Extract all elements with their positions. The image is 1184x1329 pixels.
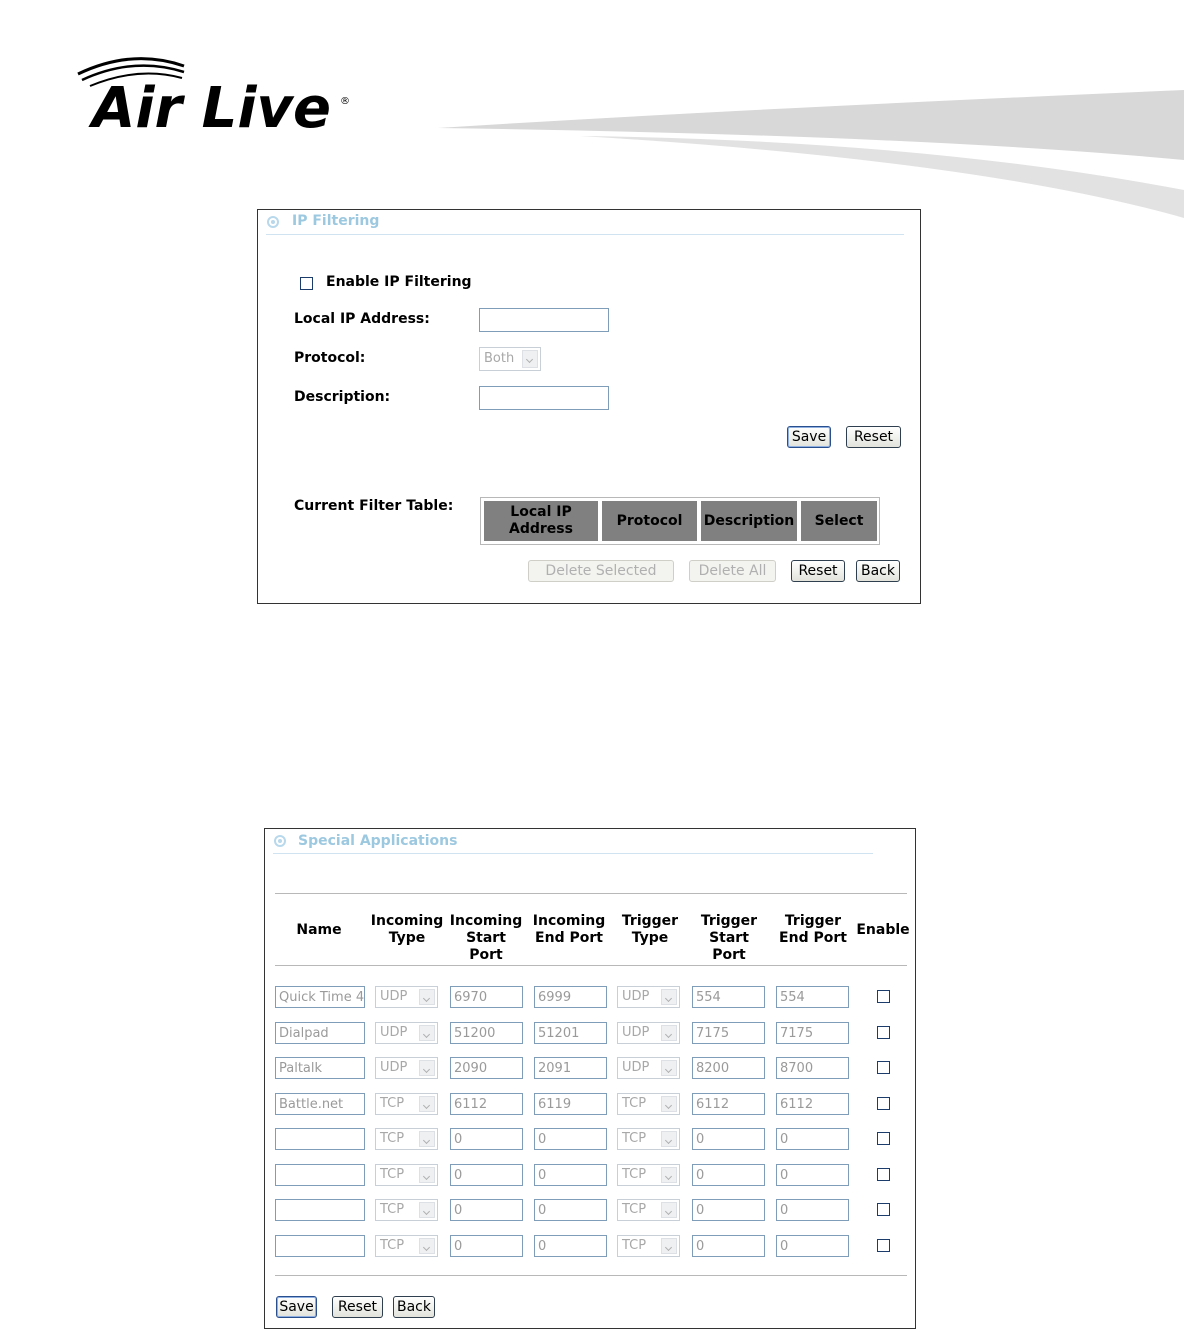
trigger-end-port-input[interactable]: 0 [776,1128,849,1150]
incoming-type-select[interactable] [375,986,438,1008]
trigger-type-select-value: TCP [622,1202,647,1217]
chevron-down-icon [661,1025,677,1041]
filter-col-select: Select [801,501,877,541]
trigger-end-port-input[interactable]: 0 [776,1235,849,1257]
incoming-start-port-input[interactable]: 2090 [450,1057,523,1079]
chevron-down-icon [419,1167,435,1183]
protocol-label: Protocol: [294,350,366,366]
incoming-type-select[interactable] [375,1128,438,1150]
enable-ip-filtering-checkbox[interactable] [300,277,313,290]
incoming-type-select[interactable] [375,1093,438,1115]
enable-checkbox[interactable] [877,1132,890,1145]
chevron-down-icon [661,989,677,1005]
special-applications-title: Special Applications [298,833,458,849]
filter-col-description: Description [701,501,797,541]
trigger-start-port-input[interactable]: 0 [692,1164,765,1186]
incoming-type-select[interactable] [375,1164,438,1186]
back-button[interactable]: Back [856,560,900,582]
incoming-end-port-input[interactable]: 6119 [534,1093,607,1115]
save-button[interactable]: Save [276,1296,317,1318]
incoming-type-select-value: TCP [380,1238,405,1253]
trigger-type-select[interactable] [617,1235,680,1257]
description-input[interactable] [479,386,609,410]
special-applications-panel [264,828,916,1329]
chevron-down-icon [419,1131,435,1147]
ip-filtering-title: IP Filtering [292,213,380,229]
filter-table [480,497,880,545]
trigger-type-select[interactable] [617,1022,680,1044]
chevron-down-icon [661,1202,677,1218]
save-button[interactable]: Save [787,426,831,448]
header-bottom-rule [275,965,907,966]
section-bullet-icon [267,216,279,228]
enable-checkbox[interactable] [877,990,890,1003]
trigger-start-port-input[interactable]: 8200 [692,1057,765,1079]
enable-checkbox[interactable] [877,1239,890,1252]
name-input[interactable]: Paltalk [275,1057,365,1079]
ip-filtering-panel [257,209,921,604]
trigger-type-select-value: UDP [622,1060,650,1075]
name-input[interactable] [275,1199,365,1221]
airlive-logo [72,54,362,134]
delete-selected-button[interactable]: Delete Selected [528,560,674,582]
filter-col-protocol: Protocol [602,501,697,541]
protocol-select-value: Both [484,351,515,366]
reset-table-button[interactable]: Reset [791,560,845,582]
col-incoming-start-header: Incoming Start Port [449,913,523,963]
incoming-end-port-input[interactable]: 0 [534,1128,607,1150]
chevron-down-icon [419,1025,435,1041]
trigger-type-select-value: TCP [622,1096,647,1111]
col-name-header: Name [296,922,342,938]
chevron-down-icon [661,1238,677,1254]
col-incoming-type-header: Incoming Type [370,913,444,946]
title-underline [266,234,904,235]
trigger-type-select[interactable] [617,1093,680,1115]
back-button[interactable]: Back [393,1296,435,1318]
incoming-type-select-value: UDP [380,1025,408,1040]
trigger-start-port-input[interactable]: 0 [692,1235,765,1257]
name-input[interactable]: Battle.net [275,1093,365,1115]
incoming-end-port-input[interactable]: 0 [534,1164,607,1186]
incoming-end-port-input[interactable]: 2091 [534,1057,607,1079]
chevron-down-icon [419,1238,435,1254]
protocol-select[interactable] [479,347,541,371]
chevron-down-icon [419,1060,435,1076]
incoming-end-port-input[interactable]: 0 [534,1235,607,1257]
name-input[interactable]: Quick Time 4 [275,986,365,1008]
trigger-start-port-input[interactable]: 0 [692,1128,765,1150]
delete-all-button[interactable]: Delete All [689,560,776,582]
enable-checkbox[interactable] [877,1168,890,1181]
incoming-start-port-input[interactable]: 0 [450,1235,523,1257]
trigger-type-select[interactable] [617,1199,680,1221]
trigger-start-port-input[interactable]: 7175 [692,1022,765,1044]
enable-checkbox[interactable] [877,1203,890,1216]
reset-button[interactable]: Reset [846,426,901,448]
incoming-end-port-input[interactable]: 6999 [534,986,607,1008]
trigger-end-port-input[interactable]: 0 [776,1199,849,1221]
col-trigger-end-header: Trigger End Port [779,913,847,946]
incoming-start-port-input[interactable]: 51200 [450,1022,523,1044]
incoming-type-select-value: TCP [380,1131,405,1146]
incoming-type-select[interactable] [375,1022,438,1044]
header-swoosh [420,80,1184,230]
local-ip-label: Local IP Address: [294,311,430,327]
name-input[interactable] [275,1164,365,1186]
incoming-type-select[interactable] [375,1235,438,1257]
trigger-start-port-input[interactable]: 0 [692,1199,765,1221]
trigger-end-port-input[interactable]: 7175 [776,1022,849,1044]
table-top-rule [275,893,907,894]
incoming-start-port-input[interactable]: 6970 [450,986,523,1008]
incoming-type-select-value: TCP [380,1096,405,1111]
enable-ip-filtering-label: Enable IP Filtering [326,274,472,290]
section-bullet-icon [274,835,286,847]
trigger-type-select-value: TCP [622,1167,647,1182]
trigger-type-select[interactable] [617,1128,680,1150]
trigger-start-port-input[interactable]: 6112 [692,1093,765,1115]
col-trigger-type-header: Trigger Type [621,913,679,946]
chevron-down-icon [661,1167,677,1183]
enable-checkbox[interactable] [877,1097,890,1110]
enable-checkbox[interactable] [877,1026,890,1039]
chevron-down-icon [419,989,435,1005]
svg-text:®: ® [340,96,350,107]
chevron-down-icon [419,1202,435,1218]
incoming-end-port-input[interactable]: 51201 [534,1022,607,1044]
incoming-start-port-input[interactable]: 0 [450,1128,523,1150]
trigger-end-port-input[interactable]: 0 [776,1164,849,1186]
trigger-type-select-value: UDP [622,989,650,1004]
incoming-start-port-input[interactable]: 0 [450,1199,523,1221]
chevron-down-icon [661,1131,677,1147]
trigger-end-port-input[interactable]: 554 [776,986,849,1008]
col-enable-header: Enable [856,922,910,938]
incoming-type-select-value: TCP [380,1167,405,1182]
local-ip-input[interactable] [479,308,609,332]
trigger-end-port-input[interactable]: 6112 [776,1093,849,1115]
name-input[interactable]: Dialpad [275,1022,365,1044]
col-incoming-end-header: Incoming End Port [532,913,606,946]
incoming-start-port-input[interactable]: 0 [450,1164,523,1186]
svg-text:Air Live: Air Live [92,76,332,134]
chevron-down-icon [522,350,538,368]
current-filter-table-label: Current Filter Table: [294,498,454,514]
trigger-type-select[interactable] [617,1057,680,1079]
chevron-down-icon [661,1060,677,1076]
trigger-end-port-input[interactable]: 8700 [776,1057,849,1079]
trigger-type-select-value: TCP [622,1131,647,1146]
col-trigger-start-header: Trigger Start Port [700,913,758,963]
name-input[interactable] [275,1235,365,1257]
incoming-type-select-value: UDP [380,1060,408,1075]
trigger-start-port-input[interactable]: 554 [692,986,765,1008]
name-input[interactable] [275,1128,365,1150]
incoming-type-select-value: UDP [380,989,408,1004]
trigger-type-select[interactable] [617,986,680,1008]
reset-button[interactable]: Reset [332,1296,383,1318]
incoming-type-select[interactable] [375,1199,438,1221]
incoming-type-select-value: TCP [380,1202,405,1217]
enable-checkbox[interactable] [877,1061,890,1074]
trigger-type-select[interactable] [617,1164,680,1186]
incoming-type-select[interactable] [375,1057,438,1079]
chevron-down-icon [661,1096,677,1112]
chevron-down-icon [419,1096,435,1112]
table-bottom-rule [275,1275,907,1276]
incoming-end-port-input[interactable]: 0 [534,1199,607,1221]
trigger-type-select-value: UDP [622,1025,650,1040]
filter-col-local-ip: Local IP Address [484,501,598,541]
trigger-type-select-value: TCP [622,1238,647,1253]
incoming-start-port-input[interactable]: 6112 [450,1093,523,1115]
description-label: Description: [294,389,391,405]
title-underline [273,853,873,854]
